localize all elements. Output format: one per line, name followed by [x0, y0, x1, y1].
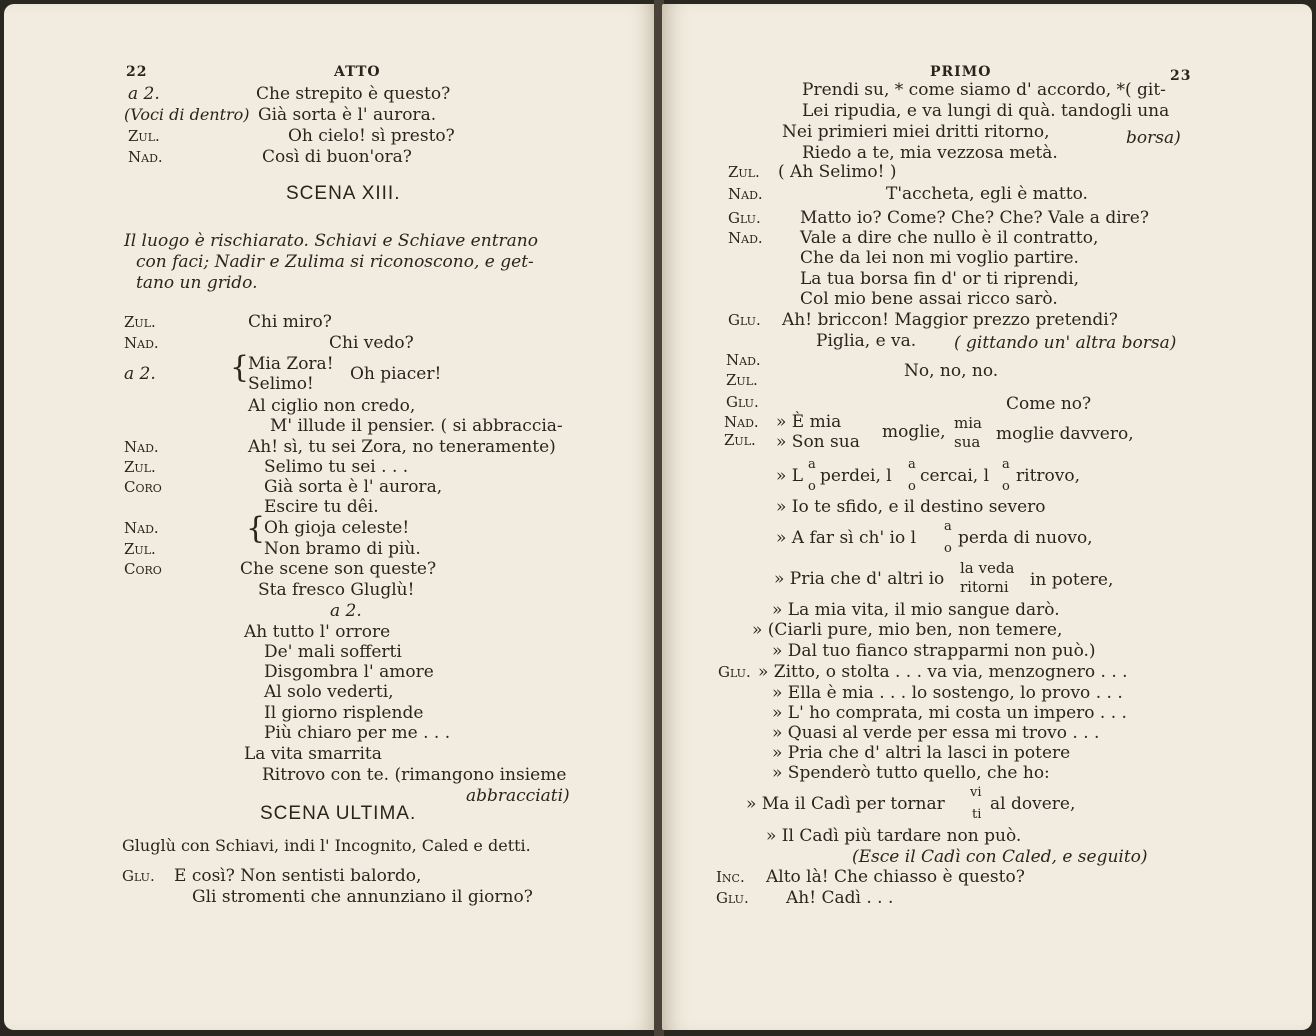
- speaker: a 2.: [330, 601, 362, 621]
- verse-line: ( Ah Selimo! ): [778, 162, 897, 182]
- verse-line: Che scene son queste?: [240, 559, 437, 579]
- stage-direction: tano un grido.: [136, 273, 258, 293]
- verse-line: Ah! briccon! Maggior prezzo pretendi?: [782, 310, 1118, 330]
- verse-line: » Spenderò tutto quello, che ho:: [772, 763, 1050, 783]
- speaker: Nad.: [128, 148, 163, 166]
- speaker: Zul.: [124, 458, 156, 476]
- speaker: Coro: [124, 478, 162, 496]
- verse-line: Lei ripudia, e va lungi di quà. tandogli una: [802, 101, 1170, 121]
- verse-line: Già sorta è l' aurora.: [258, 105, 437, 125]
- right-page: [662, 4, 1312, 1030]
- verse-line: Gli stromenti che annunziano il giorno?: [192, 887, 533, 907]
- verse-line: Oh piacer!: [350, 364, 442, 384]
- verse-line: Col mio bene assai ricco sarò.: [800, 289, 1058, 309]
- verse-line: Mia Zora!: [248, 354, 334, 374]
- verse-line: Riedo a te, mia vezzosa metà.: [802, 143, 1058, 163]
- stage-direction: abbracciati): [466, 786, 570, 806]
- verse-line: Escire tu dêi.: [264, 497, 379, 517]
- verse-line: Ah! sì, tu sei Zora, no teneramente): [248, 437, 556, 457]
- speaker: Nad.: [124, 334, 159, 352]
- running-header-left: ATTO: [334, 64, 381, 80]
- verse-line: Selimo!: [248, 374, 314, 394]
- running-header-right: PRIMO: [930, 64, 992, 80]
- subscript: o: [944, 541, 952, 556]
- verse-line: Chi miro?: [248, 312, 332, 332]
- verse-line: Al solo vederti,: [264, 682, 394, 702]
- speaker: Zul.: [726, 371, 758, 389]
- verse-line: E così? Non sentisti balordo,: [174, 866, 422, 886]
- verse-line: No, no, no.: [904, 361, 999, 381]
- verse-line: Disgombra l' amore: [264, 662, 434, 682]
- verse-line: cercai, l: [920, 466, 990, 486]
- verse-line: Oh gioja celeste!: [264, 518, 410, 538]
- verse-line: » Io te sfido, e il destino severo: [776, 497, 1046, 517]
- verse-line: » Ma il Cadì per tornar: [746, 794, 945, 814]
- speaker: Nad.: [726, 351, 761, 369]
- brace-glyph: {: [230, 350, 250, 385]
- verse-line: Non bramo di più.: [264, 539, 421, 559]
- brace-glyph: {: [246, 511, 266, 546]
- verse-line: » L: [776, 466, 804, 486]
- verse-line: Ah! Cadì . . .: [786, 888, 894, 908]
- verse-line: Così di buon'ora?: [262, 147, 412, 167]
- speaker: Zul.: [728, 163, 760, 181]
- speaker: a 2.: [128, 84, 160, 104]
- verse-line: » Quasi al verde per essa mi trovo . . .: [772, 723, 1100, 743]
- verse-line: Alto là! Che chiasso è questo?: [766, 867, 1025, 887]
- speaker: Nad.: [724, 413, 759, 431]
- verse-line: ritorni: [960, 578, 1009, 596]
- speaker: Glu.: [728, 209, 761, 227]
- verse-line: moglie,: [882, 422, 946, 442]
- verse-line: moglie davvero,: [996, 424, 1134, 444]
- verse-line: » Zitto, o stolta . . . va via, menzognero . . .: [758, 662, 1128, 682]
- verse-line: Prendi su, * come siamo d' accordo, *( git-: [802, 80, 1166, 100]
- page-number-right: 23: [1170, 68, 1192, 84]
- verse-line: in potere,: [1030, 570, 1114, 590]
- subscript: ti: [972, 807, 982, 822]
- verse-line: Chi vedo?: [329, 333, 414, 353]
- speaker: Inc.: [716, 868, 745, 886]
- scene-heading: SCENA ULTIMA.: [260, 803, 417, 824]
- verse-line: » Dal tuo fianco strapparmi non può.): [772, 641, 1096, 661]
- verse-line: » Ella è mia . . . lo sostengo, lo provo . . .: [772, 683, 1123, 703]
- speaker: Zul.: [124, 313, 156, 331]
- verse-line: » (Ciarli pure, mio ben, non temere,: [752, 620, 1063, 640]
- speaker: Glu.: [122, 867, 155, 885]
- speaker: Glu.: [716, 889, 749, 907]
- verse-line: La tua borsa fin d' or ti riprendi,: [800, 269, 1080, 289]
- verse-line: » La mia vita, il mio sangue darò.: [772, 600, 1060, 620]
- stage-direction: con faci; Nadir e Zulima si riconoscono, e get-: [136, 252, 534, 272]
- subscript: o: [1002, 479, 1010, 494]
- verse-line: » Il Cadì più tardare non può.: [766, 826, 1022, 846]
- verse-line: » Pria che d' altri la lasci in potere: [772, 743, 1071, 763]
- verse-line: ritrovo,: [1016, 466, 1080, 486]
- verse-line: Ritrovo con te. (rimangono insieme: [262, 765, 567, 785]
- superscript: a: [808, 457, 816, 472]
- verse-line: al dovere,: [990, 794, 1076, 814]
- verse-line: M' illude il pensier. ( si abbraccia-: [270, 416, 563, 436]
- verse-line: Oh cielo! sì presto?: [288, 126, 455, 146]
- verse-line: mia: [954, 414, 982, 432]
- speaker: Nad.: [124, 519, 159, 537]
- verse-line: sua: [954, 433, 981, 451]
- verse-line: Piglia, e va.: [816, 331, 917, 351]
- verse-line: La vita smarrita: [244, 744, 382, 764]
- verse-line: » Pria che d' altri io: [774, 569, 945, 589]
- verse-line: Come no?: [1006, 394, 1092, 414]
- speaker: Coro: [124, 560, 162, 578]
- verse-line: T'accheta, egli è matto.: [886, 184, 1088, 204]
- superscript: vi: [970, 785, 982, 800]
- speaker: Glu.: [726, 393, 759, 411]
- superscript: a: [908, 457, 916, 472]
- speaker: (Voci di dentro): [124, 105, 250, 124]
- verse-line: » L' ho comprata, mi costa un impero . . .: [772, 703, 1127, 723]
- speaker: a 2.: [124, 364, 156, 384]
- verse-line: Già sorta è l' aurora,: [264, 477, 443, 497]
- speaker: Nad.: [124, 438, 159, 456]
- verse-line: perda di nuovo,: [958, 528, 1093, 548]
- verse-line: Più chiaro per me . . .: [264, 723, 451, 743]
- speaker: Nad.: [728, 185, 763, 203]
- speaker: Glu.: [718, 663, 751, 681]
- left-page: [4, 4, 656, 1030]
- speaker: Zul.: [724, 431, 756, 449]
- stage-direction: Il luogo è rischiarato. Schiavi e Schiave entrano: [124, 231, 538, 251]
- speaker: Glu.: [728, 311, 761, 329]
- verse-line: Sta fresco Gluglù!: [258, 580, 415, 600]
- verse-line: » Son sua: [776, 432, 860, 452]
- verse-line: » A far sì ch' io l: [776, 528, 917, 548]
- verse-line: Vale a dire che nullo è il contratto,: [800, 228, 1099, 248]
- speaker: Nad.: [728, 229, 763, 247]
- cast-line: Gluglù con Schiavi, indi l' Incognito, Caled e detti.: [122, 836, 531, 855]
- superscript: a: [944, 519, 952, 534]
- verse-line: Che strepito è questo?: [256, 84, 451, 104]
- verse-line: Ah tutto l' orrore: [244, 622, 391, 642]
- scene-heading: SCENA XIII.: [286, 183, 401, 204]
- verse-line: la veda: [960, 559, 1015, 577]
- subscript: o: [808, 479, 816, 494]
- verse-line: perdei, l: [820, 466, 892, 486]
- superscript: a: [1002, 457, 1010, 472]
- verse-line: Il giorno risplende: [264, 703, 424, 723]
- verse-line: Al ciglio non credo,: [248, 396, 416, 416]
- verse-line: » È mia: [776, 412, 842, 432]
- speaker: Zul.: [128, 127, 160, 145]
- page-number-left: 22: [126, 64, 148, 80]
- verse-line: Selimo tu sei . . .: [264, 457, 409, 477]
- verse-line: Che da lei non mi voglio partire.: [800, 248, 1079, 268]
- subscript: o: [908, 479, 916, 494]
- verse-line: Nei primieri miei dritti ritorno,: [782, 122, 1050, 142]
- stage-direction: (Esce il Cadì con Caled, e seguito): [852, 847, 1148, 867]
- stage-direction: ( gittando un' altra borsa): [954, 333, 1177, 353]
- stage-direction: borsa): [1126, 128, 1181, 148]
- verse-line: De' mali sofferti: [264, 642, 402, 662]
- speaker: Zul.: [124, 540, 156, 558]
- verse-line: Matto io? Come? Che? Che? Vale a dire?: [800, 208, 1149, 228]
